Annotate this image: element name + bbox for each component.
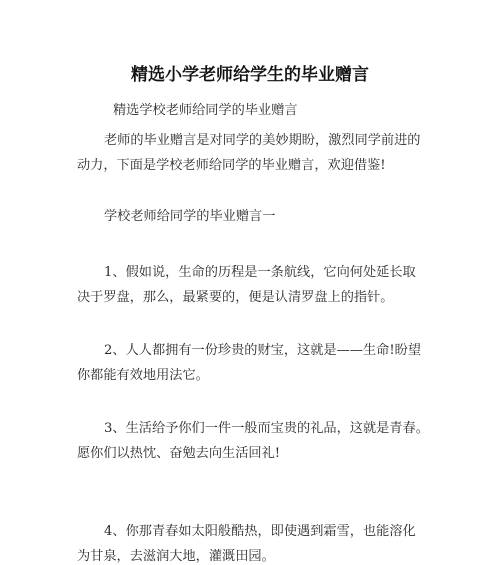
- item-4-line-1: 4、你那青春如太阳般酷热，即使遇到霜雪，也能溶化: [104, 524, 416, 539]
- item-3-line-2: 愿你们以热忱、奋勉去向生活回礼!: [77, 446, 281, 461]
- item-3-line-1: 3、生活给予你们一件一般而宝贵的礼品，这就是青春。: [104, 421, 429, 436]
- intro-line-2: 动力，下面是学校老师给同学的毕业赠言，欢迎借鉴!: [77, 158, 386, 173]
- item-2-line-1: 2、人人都拥有一份珍贵的财宝，这就是——生命!盼望: [104, 343, 422, 358]
- intro-line-1: 老师的毕业赠言是对同学的美妙期盼，激烈同学前进的: [104, 133, 421, 148]
- section-heading: 学校老师给同学的毕业赠言一: [104, 209, 276, 224]
- item-4-line-2: 为甘泉，去滋润大地，灌溉田园。: [77, 549, 275, 564]
- item-1-line-1: 1、假如说，生命的历程是一条航线，它向何处延长取: [104, 265, 416, 280]
- document-title: 精选小学老师给学生的毕业赠言: [131, 65, 369, 85]
- item-1-line-2: 决于罗盘，那么，最紧要的，便是认清罗盘上的指针。: [77, 290, 394, 305]
- document-subtitle: 精选学校老师给同学的毕业赠言: [113, 103, 298, 118]
- item-2-line-2: 你都能有效地用法它。: [77, 368, 209, 383]
